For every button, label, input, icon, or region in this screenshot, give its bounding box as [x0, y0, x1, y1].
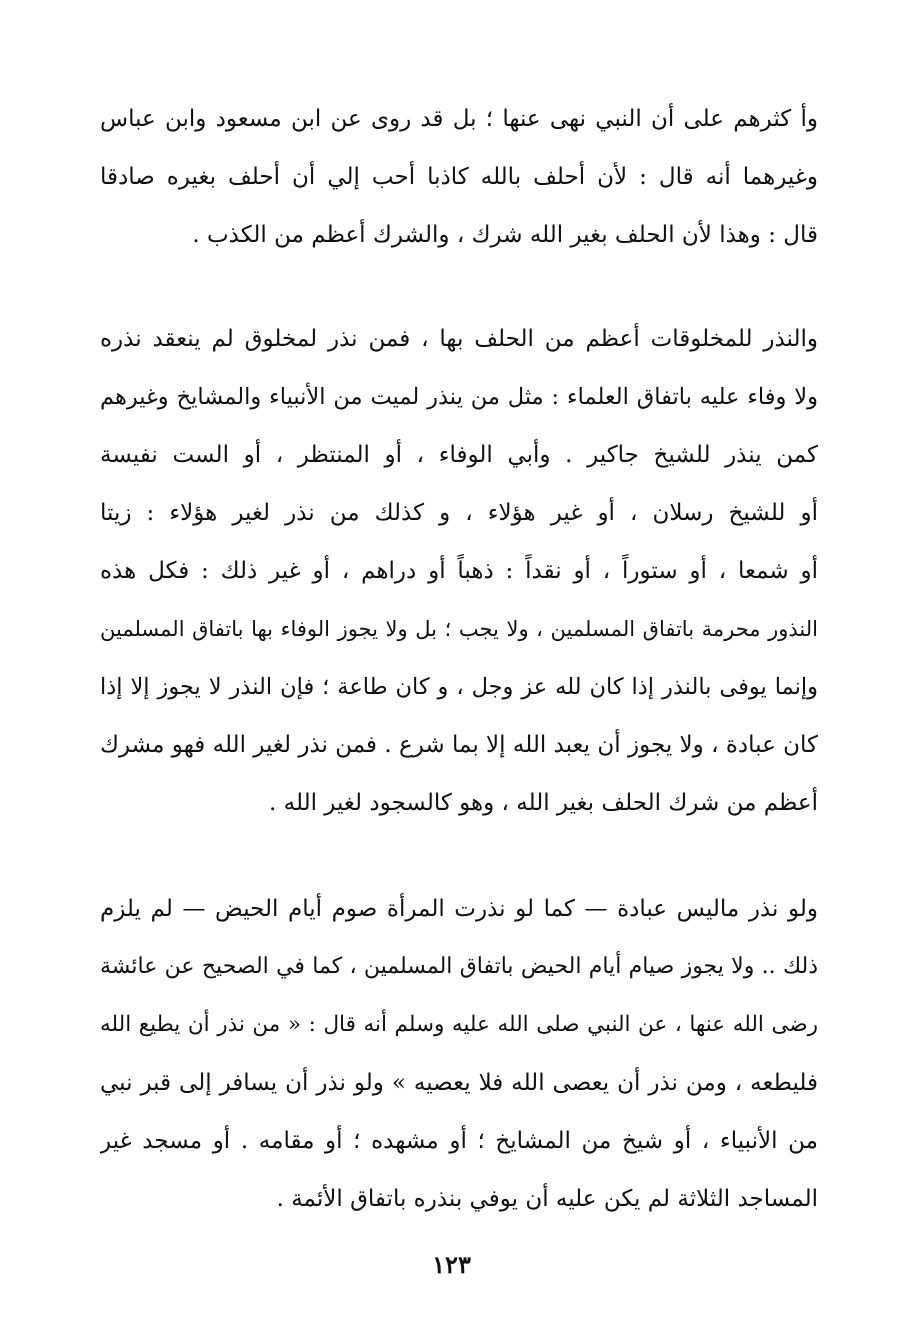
text-line: ذلك .. ولا يجوز صيام أيام الحيض باتفاق المسلمين ، كما في الصحيح عن عائشة: [100, 954, 818, 979]
text-line: وغيرهما أنه قال : لأن أحلف بالله كاذبا أحب إلي أن أحلف بغيره صادقا: [100, 164, 818, 190]
text-line: والنذر للمخلوقات أعظم من الحلف بها ، فمن نذر لمخلوق لم ينعقد نذره: [100, 326, 818, 352]
text-line: كمن ينذر للشيخ جاكير . وأبي الوفاء ، أو المنتظر ، أو الست نفيسة: [100, 442, 818, 468]
text-line: فليطعه ، ومن نذر أن يعصى الله فلا يعصيه » ولو نذر أن يسافر إلى قبر نبي: [100, 1070, 818, 1096]
text-line: قال : وهذا لأن الحلف بغير الله شرك ، والشرك أعظم من الكذب .: [192, 222, 818, 248]
text-line: أو شمعا ، أو ستوراً ، أو نقداً : ذهباً أو دراهم ، أو غير ذلك : فكل هذه: [100, 558, 818, 584]
paragraph-3: [100, 880, 818, 1228]
text-line: أعظم من شرك الحلف بغير الله ، وهو كالسجود لغير الله .: [269, 790, 818, 816]
text-line: ولا وفاء عليه باتفاق العلماء : مثل من ينذر لميت من الأنبياء والمشايخ وغيرهم: [100, 384, 818, 410]
paragraph-1: [100, 90, 818, 264]
text-line: النذور محرمة باتفاق المسلمين ، ولا يجب ؛ بل ولا يجوز الوفاء بها باتفاق المسلمين: [100, 617, 818, 641]
text-line: كان عبادة ، ولا يجوز أن يعبد الله إلا بما شرع . فمن نذر لغير الله فهو مشرك: [100, 732, 818, 758]
text-line: المساجد الثلاثة لم يكن عليه أن يوفي بنذره باتفاق الأئمة .: [276, 1186, 818, 1212]
text-line: أو للشيخ رسلان ، أو غير هؤلاء ، و كذلك من نذر لغير هؤلاء : زيتا: [100, 500, 818, 526]
text-line: رضى الله عنها ، عن النبي صلى الله عليه وسلم أنه قال : « من نذر أن يطيع الله: [100, 1012, 818, 1037]
page-number: ١٢٣: [432, 1250, 471, 1279]
text-line: وأ كثرهم على أن النبي نهى عنها ؛ بل قد روى عن ابن مسعود وابن عباس: [100, 106, 818, 132]
text-line: ولو نذر ماليس عبادة — كما لو نذرت المرأة صوم أيام الحيض — لم يلزم: [100, 896, 818, 922]
text-line: وإنما يوفى بالنذر إذا كان لله عز وجل ، و كان طاعة ؛ فإن النذر لا يجوز إلا إذا: [100, 674, 818, 700]
paragraph-2: [100, 310, 818, 832]
text-line: من الأنبياء ، أو شيخ من المشايخ ؛ أو مشهده ؛ أو مقامه . أو مسجد غير: [100, 1128, 818, 1154]
